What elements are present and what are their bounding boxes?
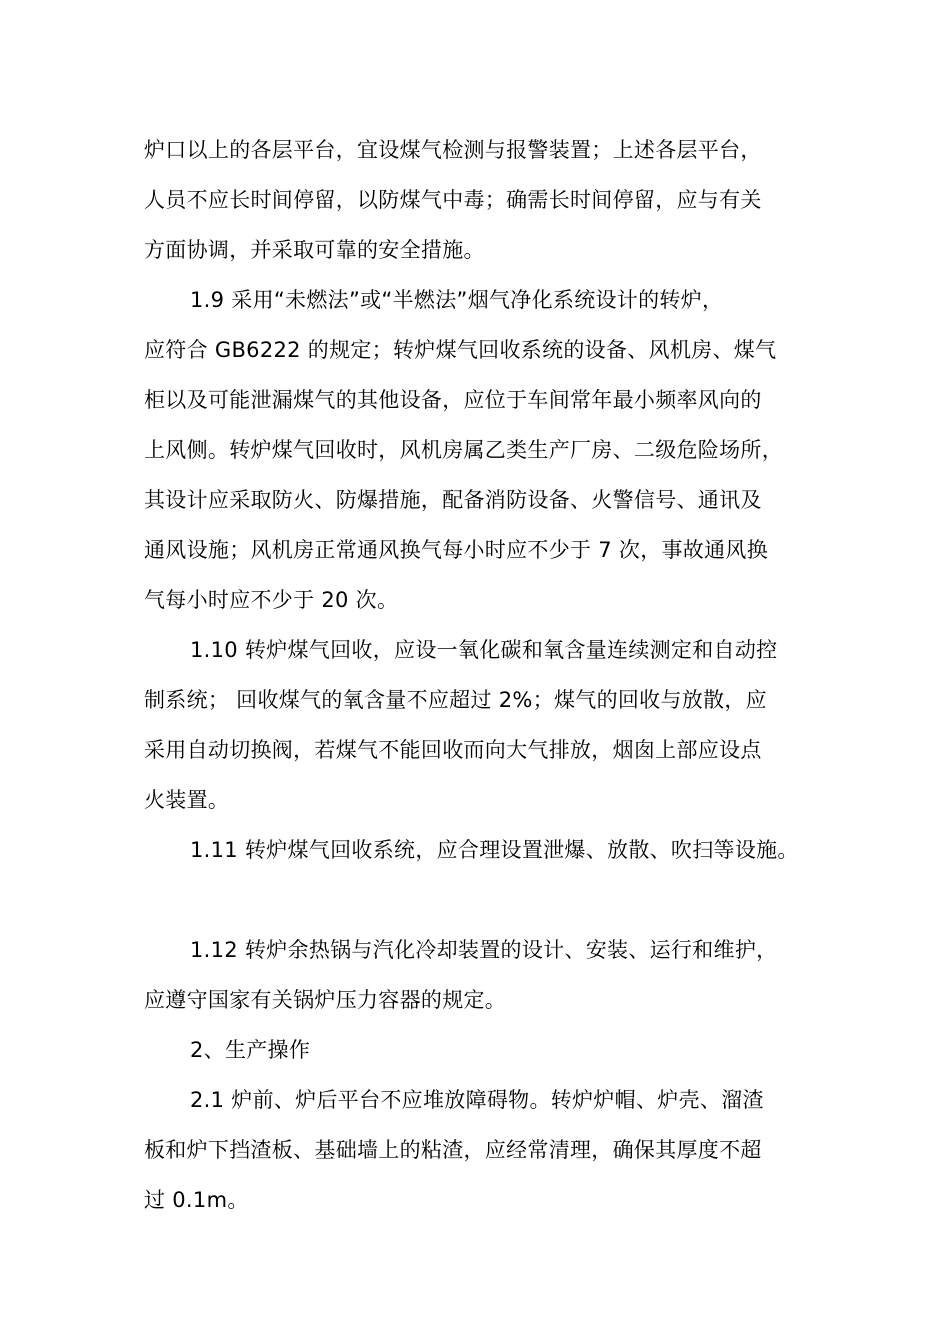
text-line: 气每小时应不少于 20 次。 <box>144 588 399 612</box>
text-line: 人员不应长时间停留，以防煤气中毒；确需长时间停留，应与有关 <box>144 188 762 212</box>
text-line: 板和炉下挡渣板、基础墙上的粘渣，应经常清理，确保其厚度不超 <box>144 1138 762 1162</box>
text-line: 制系统； 回收煤气的氧含量不应超过 2%；煤气的回收与放散，应 <box>144 688 767 712</box>
section-heading-2: 2、生产操作 <box>190 1038 311 1062</box>
text-line: 应符合 GB6222 的规定；转炉煤气回收系统的设备、风机房、煤气 <box>144 338 777 362</box>
text-line: 火装置。 <box>144 788 230 812</box>
text-line: 应遵守国家有关锅炉压力容器的规定。 <box>144 988 507 1012</box>
text-line: 上风侧。转炉煤气回收时，风机房属乙类生产厂房、二级危险场所， <box>144 438 783 462</box>
paragraph-heading-1-10: 1.10 转炉煤气回收，应设一氧化碳和氧含量连续测定和自动控 <box>190 638 778 662</box>
paragraph-heading-1-9: 1.9 采用“未燃法”或“半燃法”烟气净化系统设计的转炉， <box>190 288 724 312</box>
text-line: 其设计应采取防火、防爆措施，配备消防设备、火警信号、通讯及 <box>144 488 762 512</box>
paragraph-heading-1-11: 1.11 转炉煤气回收系统，应合理设置泄爆、放散、吹扫等设施。 <box>190 838 799 862</box>
text-line: 方面协调，并采取可靠的安全措施。 <box>144 238 485 262</box>
text-line: 柜以及可能泄漏煤气的其他设备，应位于车间常年最小频率风向的 <box>144 388 762 412</box>
text-line: 通风设施；风机房正常通风换气每小时应不少于 7 次，事故通风换 <box>144 538 769 562</box>
paragraph-heading-2-1: 2.1 炉前、炉后平台不应堆放障碍物。转炉炉帽、炉壳、溜渣 <box>190 1088 764 1112</box>
paragraph-heading-1-12: 1.12 转炉余热锅与汽化冷却装置的设计、安装、运行和维护， <box>190 938 778 962</box>
text-line: 过 0.1m。 <box>144 1188 249 1212</box>
text-line: 采用自动切换阀，若煤气不能回收而向大气排放，烟囱上部应设点 <box>144 738 762 762</box>
text-line: 炉口以上的各层平台，宜设煤气检测与报警装置；上述各层平台， <box>144 138 762 162</box>
